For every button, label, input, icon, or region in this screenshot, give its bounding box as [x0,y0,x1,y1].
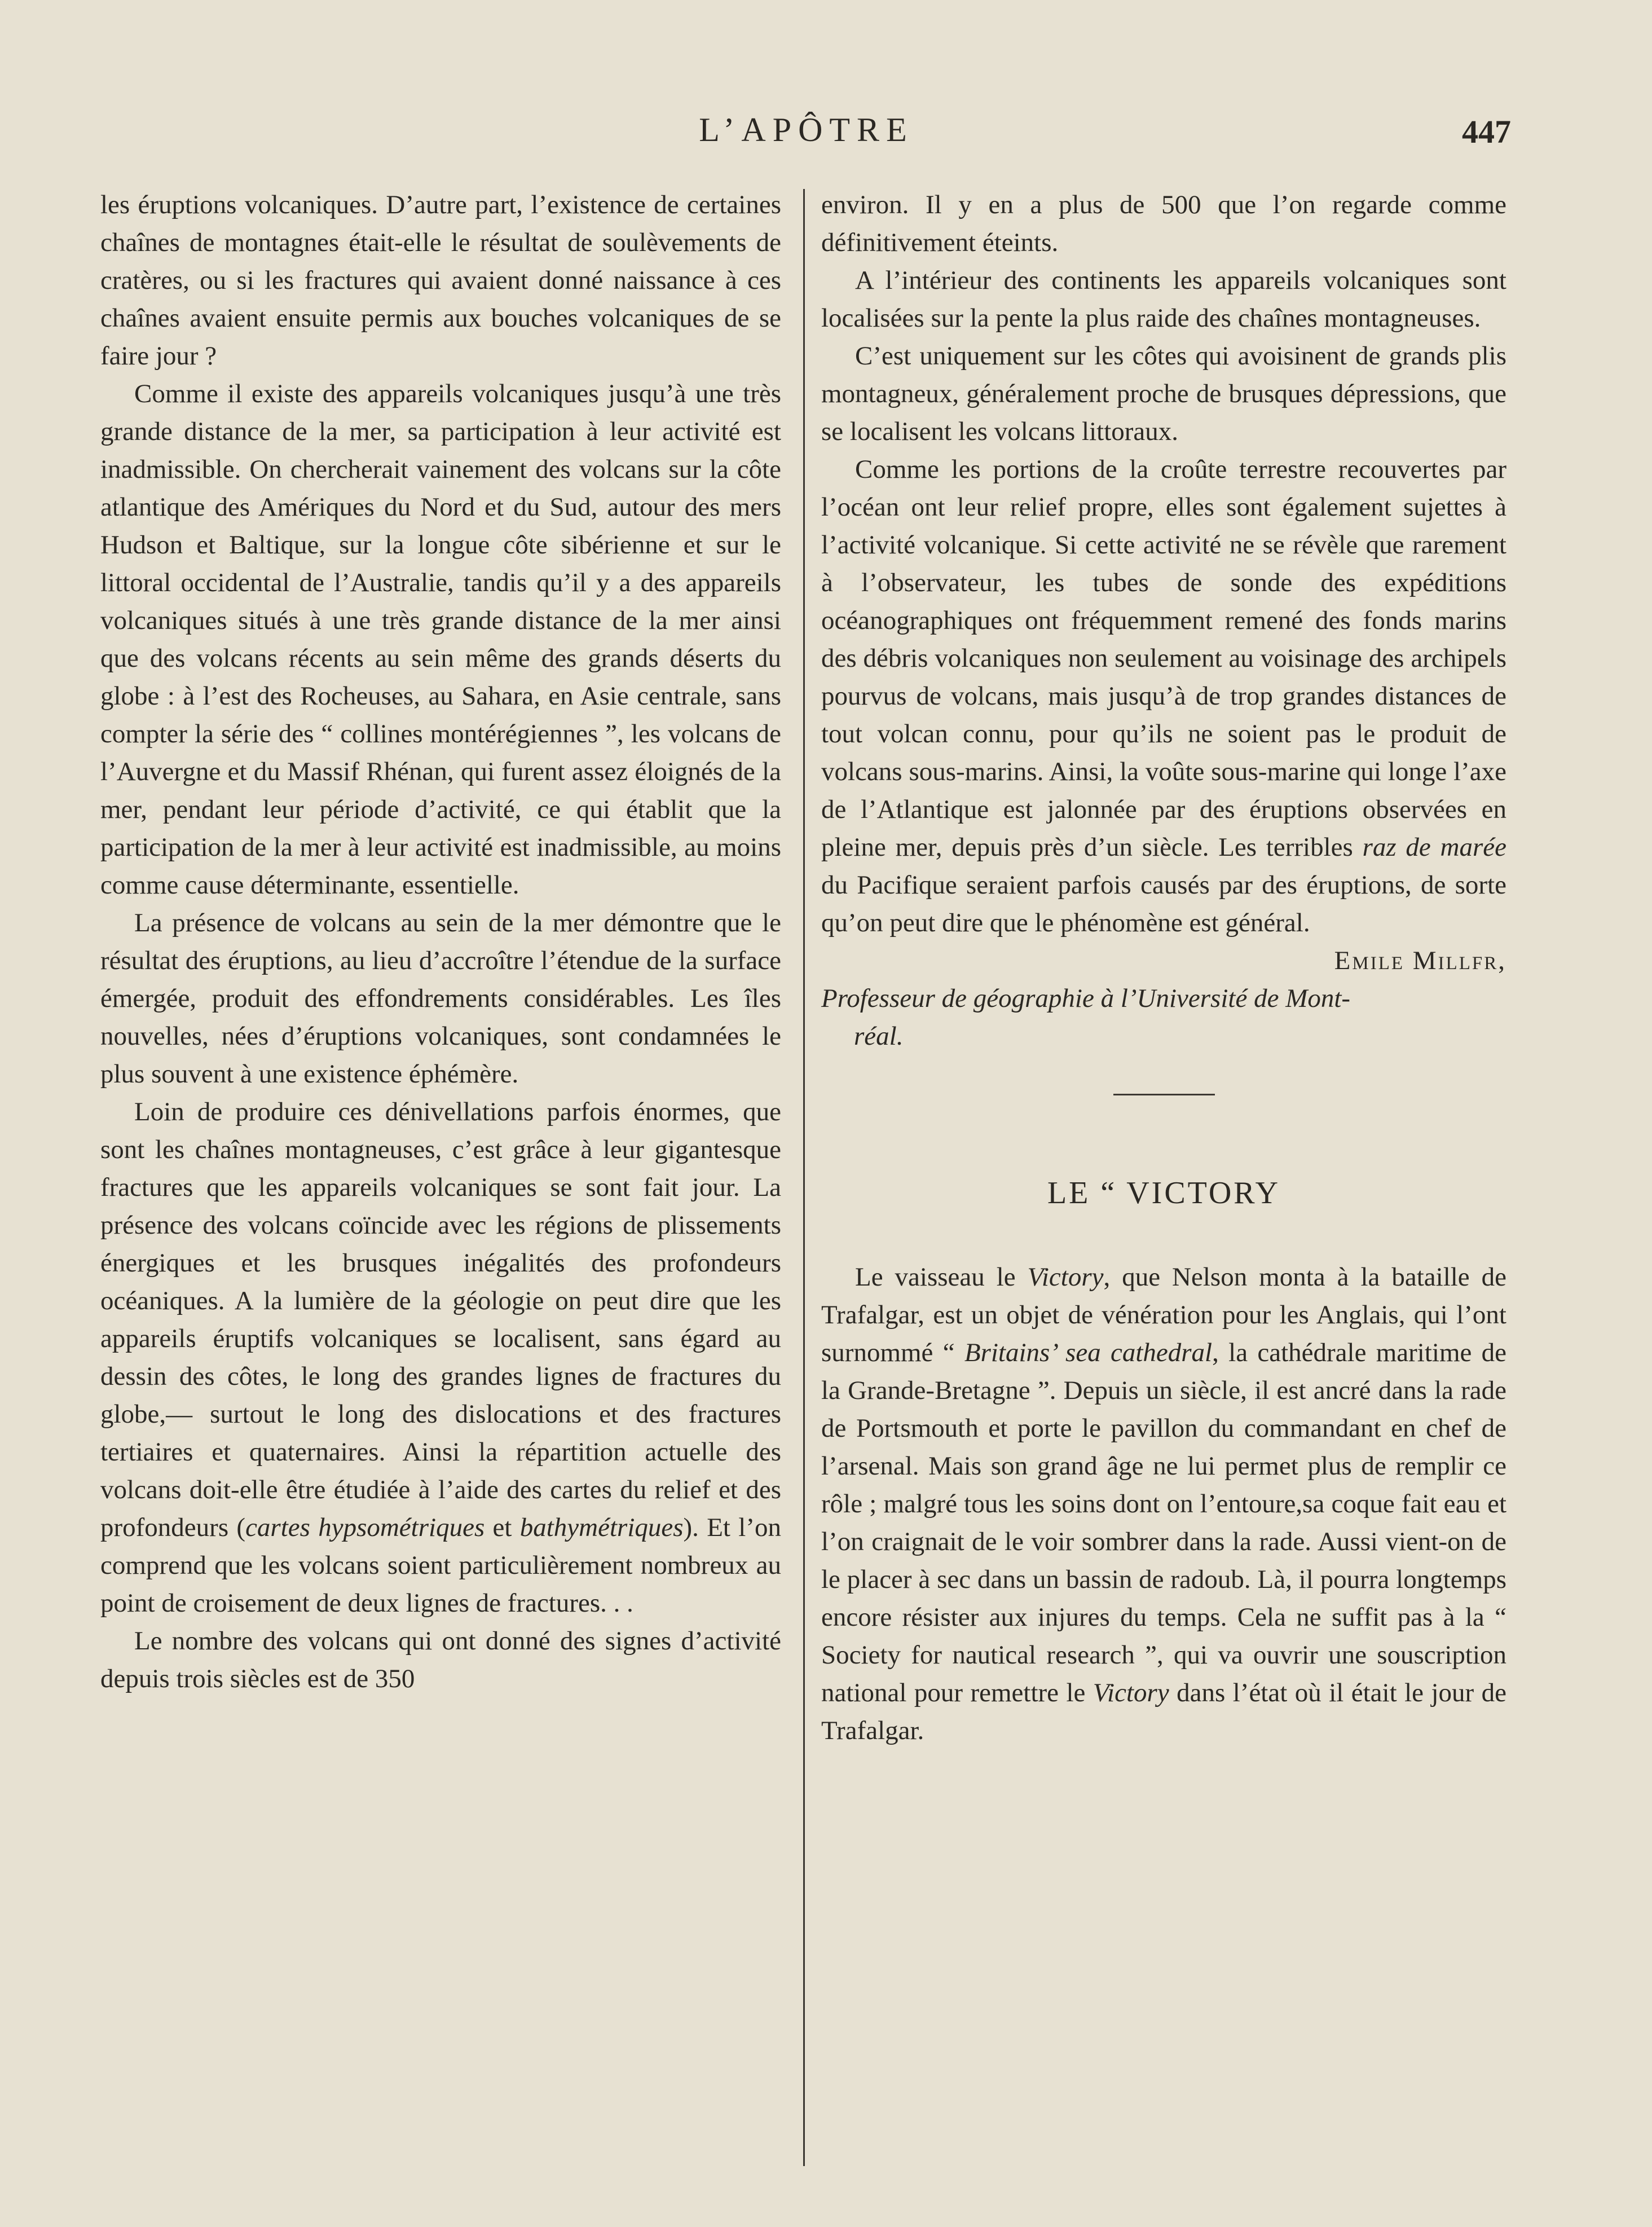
italic-term: raz de marée [1362,833,1507,862]
author-title-line: Professeur de géographie à l’Université de Mont- [821,984,1351,1013]
running-title: L’APÔTRE [699,111,914,148]
paragraph-text: dans l’état où il était le jour de Trafalgar. [821,1678,1506,1745]
italic-term: Britains’ sea cathedral [964,1338,1213,1367]
author-title-line: réal. [854,1022,904,1051]
page-number: 447 [1462,113,1511,150]
italic-term: bathymétriques [519,1513,684,1542]
italic-term: cartes hypsométriques [245,1513,485,1542]
italic-term: Victory [1027,1262,1104,1292]
paragraph [821,451,1506,942]
paragraph: C’est uniquement sur les côtes qui avoisinent de grands plis montagneux, généralement proche de brusques dépressions, que se localisent les volcans littoraux. [821,341,1506,446]
paragraph: La présence de volcans au sein de la mer démontre que le résultat des éruptions, au lieu d’accroître l’étendue de la surface émergée, produit des effondrements considérables. Les îles nouvelles, nées d’éruptions volcaniques, sont condamnées le plus souvent à une existence éphémère. [100,908,781,1089]
author-name: Emile Millfr, [1334,946,1506,975]
paragraph-text: Le vaisseau le [855,1262,1028,1292]
paragraph: les éruptions volcaniques. D’autre part, l’existence de certaines chaînes de montagnes était-elle le résultat de soulèvements de cratères, ou si les fractures qui avaient donné naissance à ces chaînes avaient ensuite permis aux bouches volcaniques de se faire jour ? [100,190,781,371]
section-separator [1113,1094,1215,1095]
paragraph: environ. Il y en a plus de 500 que l’on regarde comme définitivement éteints. [821,190,1506,257]
paragraph-text: Comme les portions de la croûte terrestre recouvertes par l’océan ont leur relief propre, elles sont également sujettes à l’activité volcanique. Si cette activité ne se révèle que rarement à l’observateur, les tubes de sonde des expéditions océanographiques ont fréquemment remené des fonds marins des débris volcaniques non seulement au voisinage des archipels pourvus de volcans, mais jusqu’à de trop grandes distances de tout volcan connu, pour qu’ils ne soient pas le produit de volcans sous-marins. Ainsi, la voûte sous-marine qui longe l’axe de l’Atlantique est jalonnée par des éruptions observées en pleine mer, depuis près d’un siècle. Les terribles [821,455,1506,862]
paragraph-text: , que Nelson monta à la bataille de Trafalgar, est un objet de vénération pour les Anglais, qui l’ont surnommé “ [821,1262,1506,1367]
paragraph: A l’intérieur des continents les appareils volcaniques sont localisées sur la pente la plus raide des chaînes montagneuses. [821,266,1506,333]
article-title: LE “ VICTORY [1047,1176,1281,1211]
paragraph-text: ). Et l’on comprend que les volcans soient particulièrement nombreux au point de croisement de deux lignes de fractures. . . [100,1513,781,1618]
paragraph: Le nombre des volcans qui ont donné des signes d’activité depuis trois siècles est de 350 [100,1626,781,1693]
paragraph: Comme il existe des appareils volcaniques jusqu’à une très grande distance de la mer, sa participation à leur activité est inadmissible. On chercherait vainement des volcans sur la côte atlantique des Amériques du Nord et du Sud, autour des mers Hudson et Baltique, sur la longue côte sibérienne et sur le littoral occidental de l’Australie, tandis qu’il y a des appareils volcaniques situés à une très grande distance de la mer ainsi que des volcans récents au sein même des grands déserts du globe : à l’est des Rocheuses, au Sahara, en Asie centrale, sans compter la série des “ collines montérégiennes ”, les volcans de l’Auvergne et du Massif Rhénan, qui furent assez éloignés de la mer, pendant leur période d’activité, ce qui établit que la participation de la mer à leur activité est inadmissible, au moins comme cause déterminante, essentielle. [100,379,781,900]
paragraph-text: Loin de produire ces dénivellations parfois énormes, que sont les chaînes montagneuses, c’est grâce à leur gigantesque fractures que les appareils volcaniques se sont fait jour. La présence des volcans coïncide avec les régions de plissements énergiques et les brusques inégalités des profondeurs océaniques. A la lumière de la géologie on peut dire que les appareils éruptifs volcaniques se localisent, sans égard au dessin des côtes, le long des grandes lignes de fractures du globe,— surtout le long des dislocations et des fractures tertiaires et quaternaires. Ainsi la répartition actuelle des volcans doit-elle être étudiée à l’aide des cartes du relief et des profondeurs ( [100,1097,781,1542]
paragraph-text: du Pacifique seraient parfois causés par des éruptions, de sorte qu’on peut dire que le phénomène est général. [821,870,1506,938]
paragraph [821,1258,1506,1750]
right-column [821,186,1506,1750]
italic-term: Victory [1092,1678,1169,1707]
left-column [100,186,781,1698]
paragraph [100,1093,781,1622]
paragraph-text: , la cathédrale maritime de la Grande-Bretagne ”. Depuis un siècle, il est ancré dans la rade de Portsmouth et porte le pavillon du commandant en chef de l’arsenal. Mais son grand âge ne lui permet plus de remplir ce rôle ; malgré tous les soins dont on l’entoure,sa coque fait eau et l’on craignait de le voir sombrer dans la rade. Aussi vient-on de le placer à sec dans un bassin de radoub. Là, il pourra longtemps encore résister aux injures du temps. Cela ne suffit pas à la “ Society for nautical research ”, qui va ouvrir une souscription national pour remettre le [821,1338,1507,1707]
column-divider [803,189,805,2166]
author-title [821,980,1506,1055]
paragraph-text: et [484,1513,520,1542]
page-header [102,111,1511,156]
